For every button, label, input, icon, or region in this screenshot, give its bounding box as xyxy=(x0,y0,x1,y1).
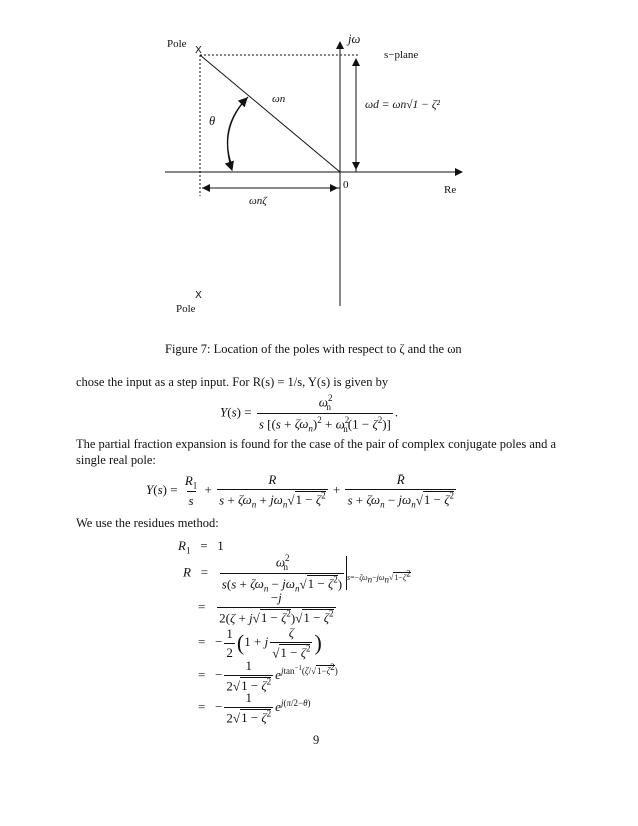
wnzeta-label: ωnζ xyxy=(249,195,267,207)
wn-vector xyxy=(200,55,340,172)
jw-label: jω xyxy=(348,32,361,46)
pole-top-mark: X xyxy=(195,45,202,56)
splane-label: s−plane xyxy=(384,49,419,61)
wd-label: ωd = ωn√1 − ζ² xyxy=(365,99,440,111)
paragraph-residues: We use the residues method: xyxy=(76,516,219,530)
equation-r-line4: = − $\frac{1}{2√1 - \zeta^2}$ $e^{jtan^{-1}(\zeta/√1-\zeta^2)}$ xyxy=(198,658,338,694)
theta-arc-start xyxy=(227,98,247,166)
equation-ys: Y(s) = $\frac{\omega^2_n}{s [(s + \zeta\omega_n)^2 + \omega^2_n(1 - \zeta^2)]}$ . xyxy=(220,393,399,434)
theta-label: θ xyxy=(209,114,216,128)
pole-bottom-label: Pole xyxy=(176,303,196,315)
wn-label: ωn xyxy=(272,93,286,105)
paragraph-partial-fraction-1: The partial fraction expansion is found for the case of the pair of complex conjugate poles and a xyxy=(76,437,557,451)
pole-bottom-mark: X xyxy=(195,290,202,301)
pole-top-label: Pole xyxy=(167,38,187,50)
re-label: Re xyxy=(444,184,457,196)
equation-r-line1: R = $\frac{\omega^2_n}{s(s + \zeta\omega_n - j\omega_n√1 - \zeta^2)}$ $_{s=-\zeta\omega_n-j\omega_n√1-\zeta^2}$ xyxy=(183,553,411,594)
equation-r-line2: = $\frac{-j}{2(\zeta + j√1 - \zeta^2)√1 - \zeta^2}$ xyxy=(198,590,334,626)
paragraph-step-input: chose the input as a step input. For R(s) = 1/s, Y(s) is given by xyxy=(76,375,389,389)
paragraph-partial-fraction-2: single real pole: xyxy=(76,453,156,467)
equation-partial-fractions: Y(s) = $\frac{R_1}{s}$ + $\frac{R}{s + \zeta\omega_n + j\omega_n√1 - \zeta^2}$ + $\frac{R̄}{s + \zeta\omega_n - j\omega_n√1 - \zeta^2}$ xyxy=(146,472,454,510)
equation-r-line3: = − $\frac{1}{2}$ (1 + j $\frac{\zeta}{√1 - \zeta^2}$ ) xyxy=(198,625,322,661)
page-number: 9 xyxy=(313,733,320,747)
origin-label: 0 xyxy=(343,179,349,191)
equation-r1: $R_1 = 1$ xyxy=(178,538,224,556)
equation-r-line5: = − $\frac{1}{2√1 - \zeta^2}$ $e^{j(\pi/2-\theta)}$ xyxy=(198,690,311,726)
s-plane-figure xyxy=(0,0,638,320)
theta-arc xyxy=(228,97,248,170)
figure-caption: Figure 7: Location of the poles with respect to ζ and the ωn xyxy=(165,342,462,356)
